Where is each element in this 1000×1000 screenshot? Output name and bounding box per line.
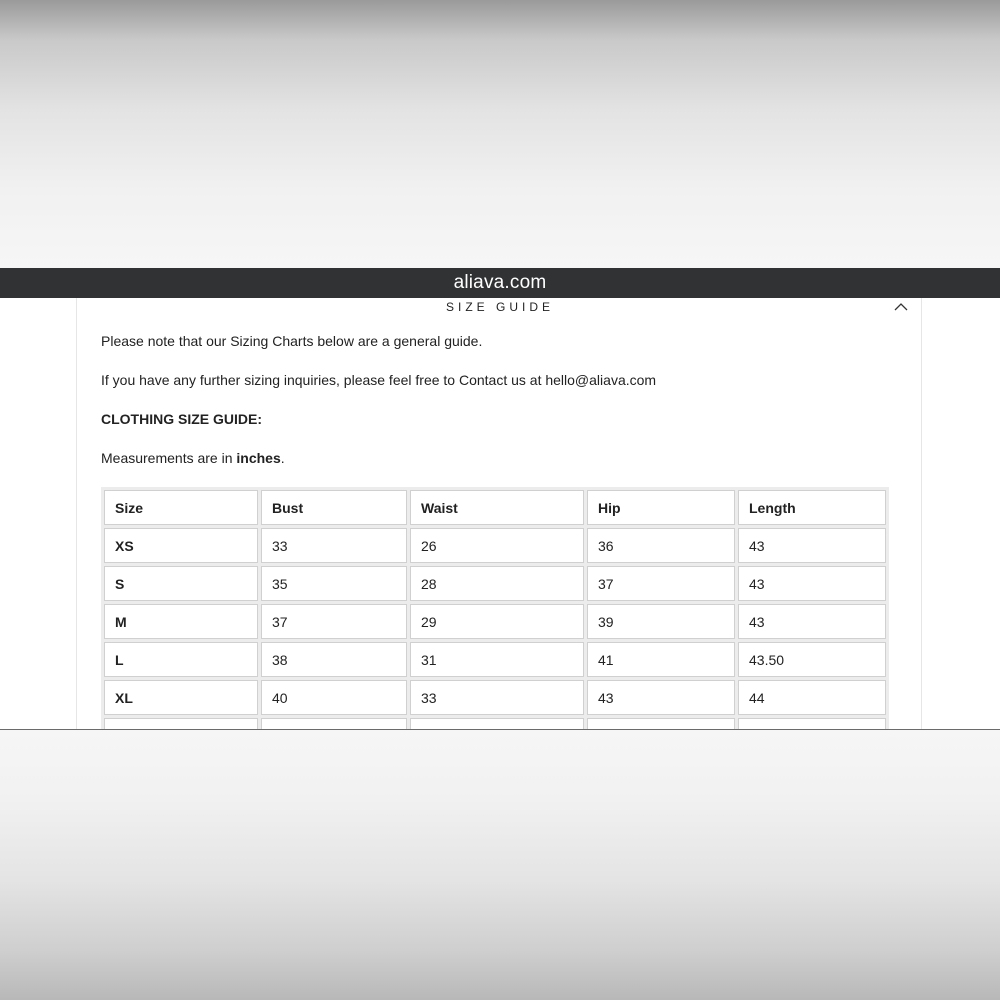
length-cell: 43 <box>738 528 886 563</box>
size-table <box>101 487 889 730</box>
waist-cell: 31 <box>410 642 584 677</box>
bust-cell <box>261 718 407 730</box>
table-row <box>104 528 886 563</box>
measurement-note <box>101 450 285 466</box>
measurement-suffix: . <box>280 450 285 466</box>
length-cell: 44 <box>738 680 886 715</box>
size-cell: XL <box>104 680 258 715</box>
waist-cell: 26 <box>410 528 584 563</box>
bust-cell: 33 <box>261 528 407 563</box>
bust-cell: 38 <box>261 642 407 677</box>
header-cell: Size <box>104 490 258 525</box>
clothing-size-heading: CLOTHING SIZE GUIDE: <box>101 411 262 427</box>
hip-cell: 39 <box>587 604 735 639</box>
waist-cell: 28 <box>410 566 584 601</box>
size-cell: L <box>104 642 258 677</box>
header-cell: Hip <box>587 490 735 525</box>
waist-cell: 29 <box>410 604 584 639</box>
bust-cell: 37 <box>261 604 407 639</box>
url-bar[interactable] <box>0 268 1000 298</box>
waist-cell: 33 <box>410 680 584 715</box>
hip-cell <box>587 718 735 730</box>
hip-cell: 36 <box>587 528 735 563</box>
bust-cell: 40 <box>261 680 407 715</box>
table-row <box>104 642 886 677</box>
length-cell: 43 <box>738 566 886 601</box>
chevron-up-icon[interactable] <box>893 300 909 314</box>
table-header-row <box>104 490 886 525</box>
table-row <box>104 604 886 639</box>
size-cell: XS <box>104 528 258 563</box>
table-row <box>104 680 886 715</box>
size-cell: S <box>104 566 258 601</box>
size-guide-panel <box>76 298 922 730</box>
header-cell: Bust <box>261 490 407 525</box>
length-cell: 43.50 <box>738 642 886 677</box>
url-text: aliava.com <box>453 272 547 293</box>
length-cell: 43 <box>738 604 886 639</box>
measurement-prefix: Measurements are in <box>101 450 237 466</box>
measurement-unit: inches <box>236 450 281 466</box>
bust-cell: 35 <box>261 566 407 601</box>
page-viewport <box>0 298 1000 730</box>
waist-cell <box>410 718 584 730</box>
header-cell: Waist <box>410 490 584 525</box>
hip-cell: 43 <box>587 680 735 715</box>
sizing-note: Please note that our Sizing Charts below are a general guide. <box>101 333 483 349</box>
table-row <box>104 566 886 601</box>
length-cell <box>738 718 886 730</box>
size-guide-title[interactable]: SIZE GUIDE <box>445 300 554 314</box>
header-cell: Length <box>738 490 886 525</box>
contact-note: If you have any further sizing inquiries, please feel free to Contact us at hello@aliava.com <box>101 372 657 388</box>
size-cell: M <box>104 604 258 639</box>
hip-cell: 37 <box>587 566 735 601</box>
hip-cell: 41 <box>587 642 735 677</box>
size-cell <box>104 718 258 730</box>
table-row <box>104 718 886 730</box>
